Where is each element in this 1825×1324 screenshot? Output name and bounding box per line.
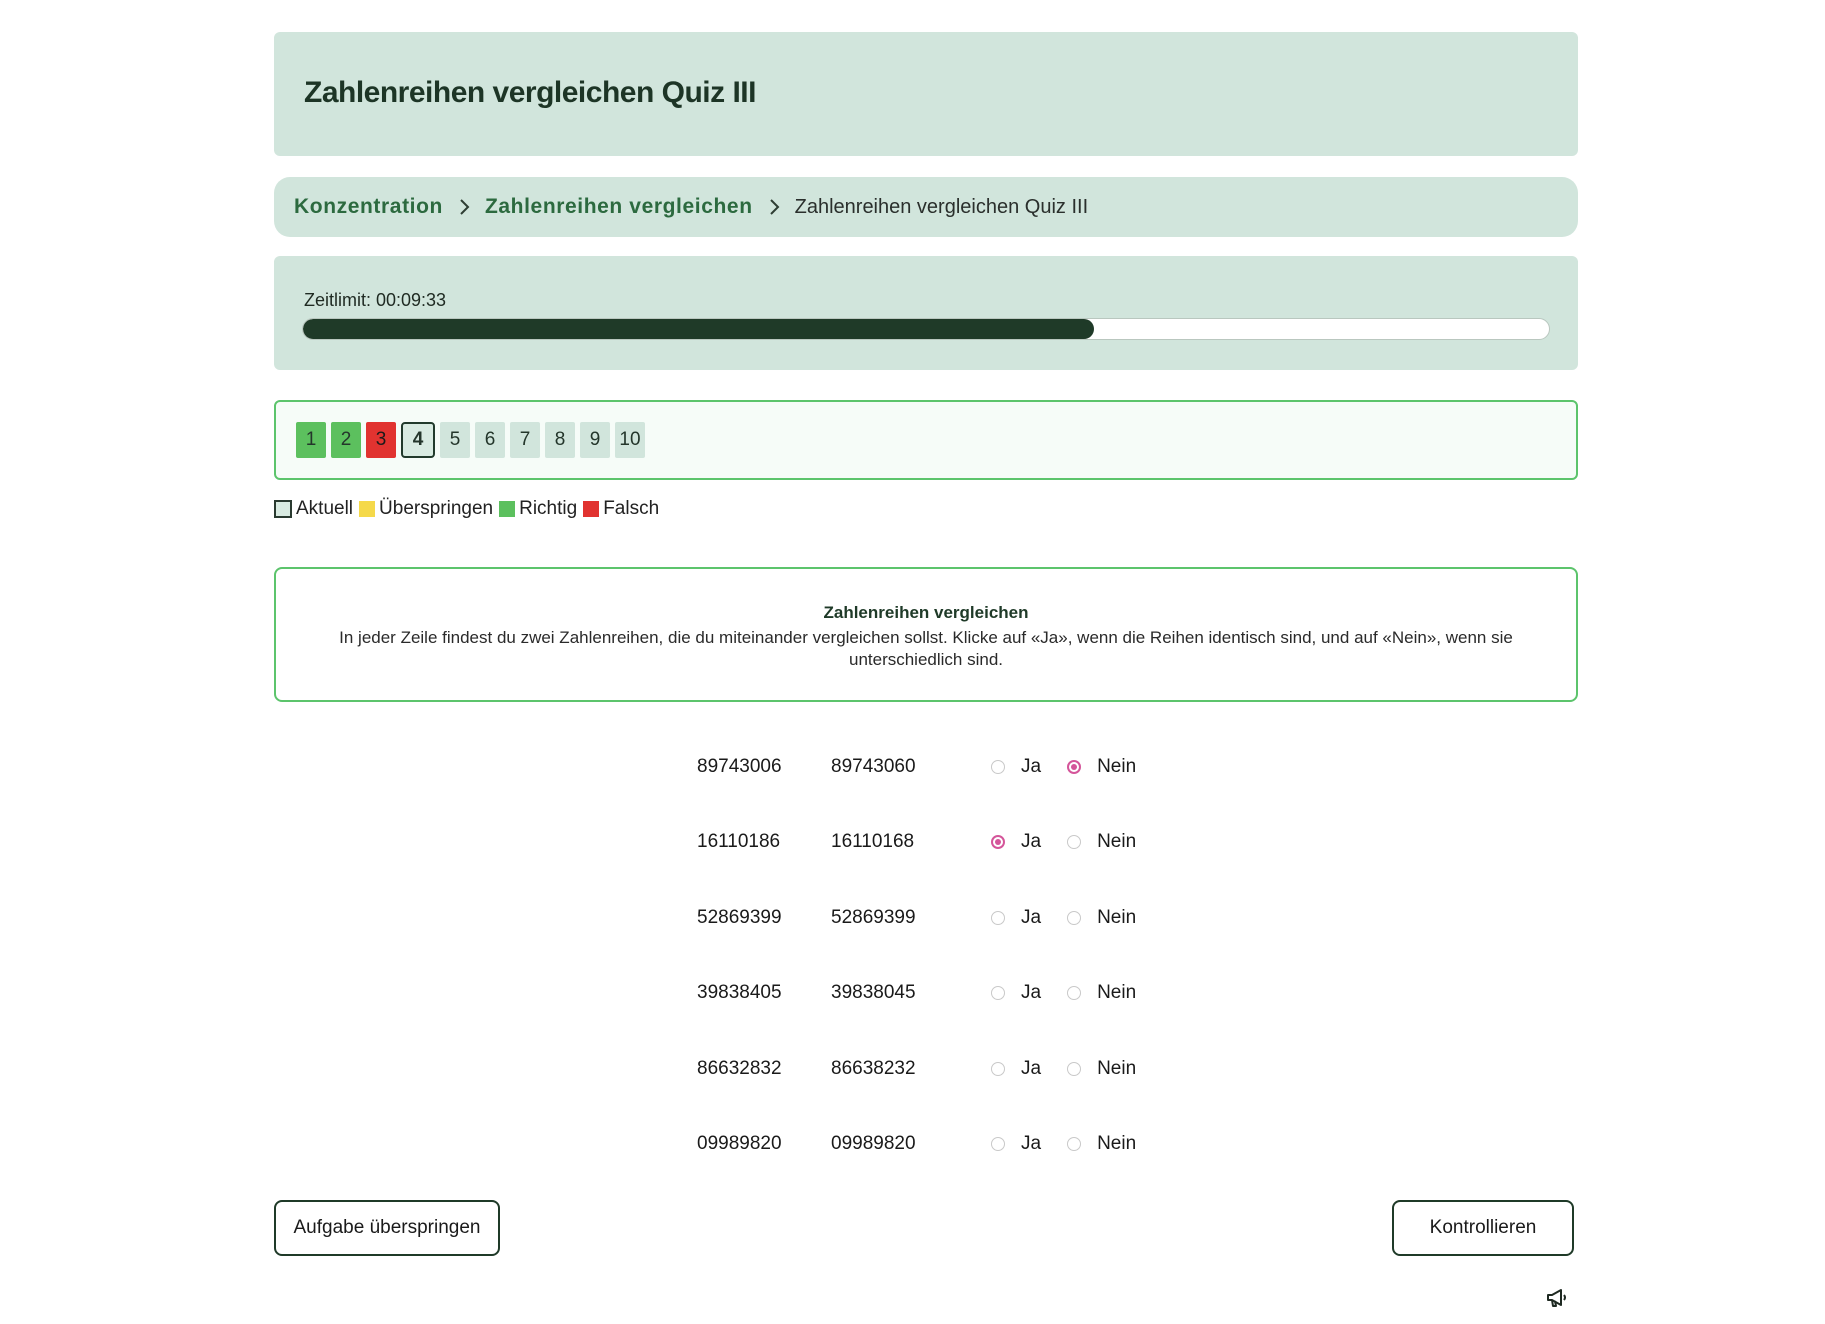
question-nav-item[interactable]: 3 [366,422,396,458]
question-nav-item[interactable]: 1 [296,422,326,458]
question-nav-item[interactable]: 6 [475,422,505,458]
question-nav-item[interactable]: 7 [510,422,540,458]
time-progress-fill [303,319,1094,339]
legend-swatch-current [274,500,292,518]
timer-panel [274,256,1578,370]
legend-label-wrong: Falsch [603,498,660,519]
instructions-title: Zahlenreihen vergleichen [823,603,1029,622]
answer-option-nein[interactable] [1067,907,1136,929]
radio-ja[interactable] [991,986,1005,1000]
comparison-row [697,827,1162,857]
legend-label-current: Aktuell [296,498,354,519]
comparison-row [697,978,1162,1008]
chevron-right-icon [443,198,485,216]
radio-label: Ja [1021,982,1042,1003]
answer-option-ja[interactable] [991,1133,1041,1155]
number-series-left: 89743006 [697,756,782,777]
number-series-right: 09989820 [831,1133,916,1154]
time-progress-bar [302,318,1550,340]
radio-ja[interactable] [991,1062,1005,1076]
number-series-left: 09989820 [697,1133,782,1154]
answer-option-nein[interactable] [1067,1133,1136,1155]
status-legend [274,498,1578,520]
question-nav-item[interactable]: 10 [615,422,645,458]
legend-swatch-right [499,501,515,517]
radio-label: Ja [1021,1058,1042,1079]
answer-option-nein[interactable] [1067,1058,1136,1080]
breadcrumb-current: Zahlenreihen vergleichen Quiz III [794,195,1089,218]
radio-nein[interactable] [1067,760,1081,774]
radio-nein[interactable] [1067,1137,1081,1151]
comparison-row [697,752,1162,782]
legend-swatch-skip [359,501,375,517]
number-series-right: 52869399 [831,907,916,928]
answer-option-ja[interactable] [991,756,1041,778]
radio-ja[interactable] [991,1137,1005,1151]
check-button[interactable]: Kontrollieren [1392,1200,1574,1256]
question-nav-item[interactable]: 4 [401,422,435,458]
answer-option-nein[interactable] [1067,756,1136,778]
radio-label: Nein [1097,1133,1137,1154]
legend-swatch-wrong [583,501,599,517]
legend-label-right: Richtig [519,498,578,519]
question-nav-item[interactable]: 8 [545,422,575,458]
question-nav-item[interactable]: 2 [331,422,361,458]
number-series-left: 16110186 [697,831,781,852]
comparison-row [697,1054,1162,1084]
radio-label: Nein [1097,1058,1137,1079]
radio-ja[interactable] [991,760,1005,774]
breadcrumb-item-konzentration[interactable]: Konzentration [294,195,443,218]
answer-option-nein[interactable] [1067,982,1136,1004]
number-series-right: 16110168 [831,831,915,852]
page-title: Zahlenreihen vergleichen Quiz III [304,76,756,109]
radio-label: Ja [1021,907,1042,928]
number-series-right: 39838045 [831,982,916,1003]
radio-nein[interactable] [1067,986,1081,1000]
breadcrumb [274,177,1578,237]
question-nav-item[interactable]: 9 [580,422,610,458]
radio-nein[interactable] [1067,911,1081,925]
number-series-right: 86638232 [831,1058,916,1079]
radio-label: Ja [1021,831,1042,852]
number-series-left: 52869399 [697,907,782,928]
radio-ja[interactable] [991,911,1005,925]
legend-label-skip: Überspringen [379,498,494,519]
radio-label: Ja [1021,756,1042,777]
radio-label: Nein [1097,756,1137,777]
question-navigation [274,400,1578,480]
instructions-box [274,567,1578,702]
radio-nein[interactable] [1067,835,1081,849]
question-nav-item[interactable]: 5 [440,422,470,458]
radio-label: Nein [1097,831,1137,852]
comparison-row [697,903,1162,933]
answer-option-ja[interactable] [991,831,1041,853]
instructions-text: In jeder Zeile findest du zwei Zahlenreihen, die du miteinander vergleichen sollst. Klicke auf «Ja», wenn die Reihen identisch sind, und auf «Nein», wenn sie unterschiedlich sind. [339,628,1513,669]
number-series-right: 89743060 [831,756,916,777]
megaphone-icon[interactable] [1545,1287,1569,1314]
title-banner [274,32,1578,156]
radio-ja[interactable] [991,835,1005,849]
timer-label: Zeitlimit: 00:09:33 [304,290,447,310]
radio-label: Ja [1021,1133,1042,1154]
answer-option-ja[interactable] [991,1058,1041,1080]
breadcrumb-item-zahlenreihen[interactable]: Zahlenreihen vergleichen [484,195,753,218]
answer-option-ja[interactable] [991,982,1041,1004]
skip-task-button[interactable]: Aufgabe überspringen [274,1200,500,1256]
answer-option-ja[interactable] [991,907,1041,929]
comparison-row [697,1129,1162,1159]
chevron-right-icon [753,198,795,216]
number-series-left: 86632832 [697,1058,782,1079]
answer-option-nein[interactable] [1067,831,1136,853]
number-series-left: 39838405 [697,982,782,1003]
radio-nein[interactable] [1067,1062,1081,1076]
radio-label: Nein [1097,907,1137,928]
radio-label: Nein [1097,982,1137,1003]
